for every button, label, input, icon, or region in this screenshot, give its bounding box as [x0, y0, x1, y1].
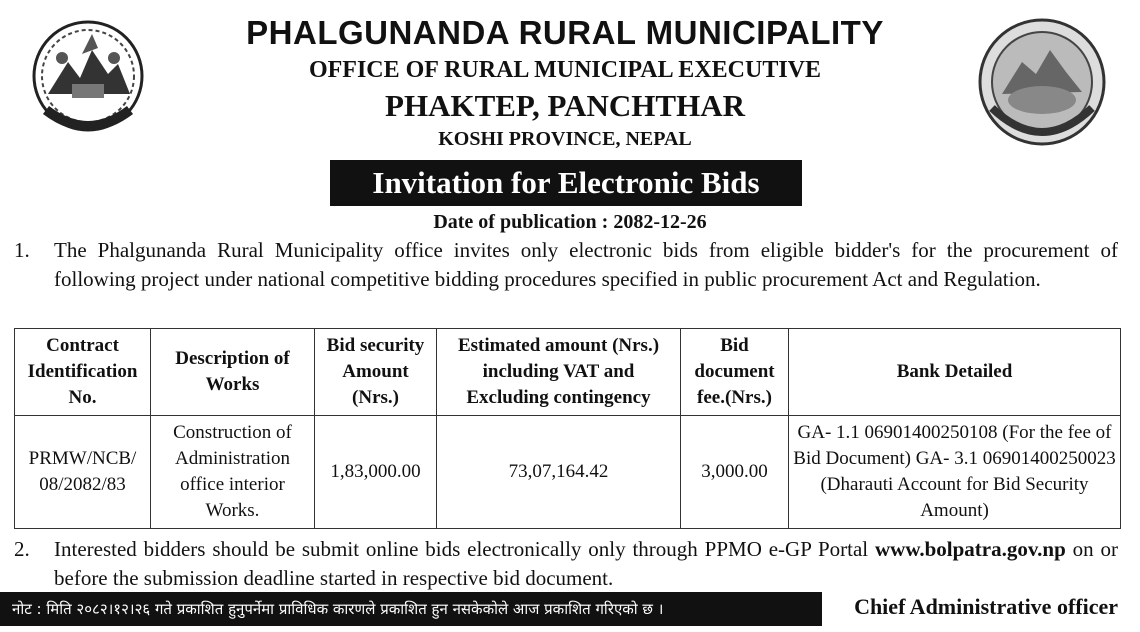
paragraph-1-text: The Phalgunanda Rural Municipality office invites only electronic bids from eligible bidder's for the procurement of following project under national competitive bidding procedures specified in public procurement Act and Regulation. [54, 238, 1118, 291]
header-description: Description of Works [151, 329, 315, 416]
organization-name: PHALGUNANDA RURAL MUNICIPALITY [246, 14, 884, 51]
paragraph-2 [14, 535, 1118, 593]
cell-description: Construction of Administration office interior Works. [151, 416, 315, 529]
table-header-row [15, 329, 1121, 416]
signature: Chief Administrative officer [854, 594, 1118, 619]
office-name: OFFICE OF RURAL MUNICIPAL EXECUTIVE [308, 57, 822, 83]
header-contract-id: Contract Identification No. [15, 329, 151, 416]
paragraph-2-number: 2. [14, 537, 30, 561]
office-location: PHAKTEP, PANCHTHAR [385, 88, 745, 123]
notice-title: Invitation for Electronic Bids [330, 160, 802, 206]
cell-bank-details: GA- 1.1 06901400250108 (For the fee of Bid Document) GA- 3.1 06901400250023 (Dharauti Account for Bid Security Amount) [789, 416, 1121, 529]
municipality-seal-icon [974, 16, 1110, 148]
paragraph-1 [14, 236, 1118, 294]
paragraph-2-text-before: Interested bidders should be submit online bids electronically only through PPMO e-GP Portal [54, 537, 875, 561]
footer-note: नोट : मिति २०८२।१२।२६ गते प्रकाशित हुनुपर्नेमा प्राविधिक कारणले प्रकाशित हुन नसकेकोले आज प्रकाशित गरिएको छ । [0, 592, 822, 626]
paragraph-1-number: 1. [14, 238, 30, 262]
cell-bid-security: 1,83,000.00 [315, 416, 437, 529]
paragraph-2-text [54, 535, 1118, 593]
table-row [15, 416, 1121, 529]
bolpatra-link[interactable]: www.bolpatra.gov.np [874, 537, 1066, 561]
cell-estimated-amount: 73,07,164.42 [437, 416, 681, 529]
province-name: KOSHI PROVINCE, NEPAL [438, 128, 692, 150]
header-bank-details: Bank Detailed [789, 329, 1121, 416]
bid-table [14, 328, 1121, 529]
nepal-government-emblem-icon [22, 14, 154, 146]
paragraph-2-text-after: on or before the submission deadline started in respective bid document. [54, 537, 1118, 590]
header-bid-security: Bid security Amount (Nrs.) [315, 329, 437, 416]
cell-document-fee: 3,000.00 [681, 416, 789, 529]
header-document-fee: Bid document fee.(Nrs.) [681, 329, 789, 416]
header-estimated-amount: Estimated amount (Nrs.) including VAT and Excluding contingency [437, 329, 681, 416]
cell-contract-id: PRMW/NCB/ 08/2082/83 [15, 416, 151, 529]
publication-date: Date of publication : 2082-12-26 [433, 211, 707, 233]
